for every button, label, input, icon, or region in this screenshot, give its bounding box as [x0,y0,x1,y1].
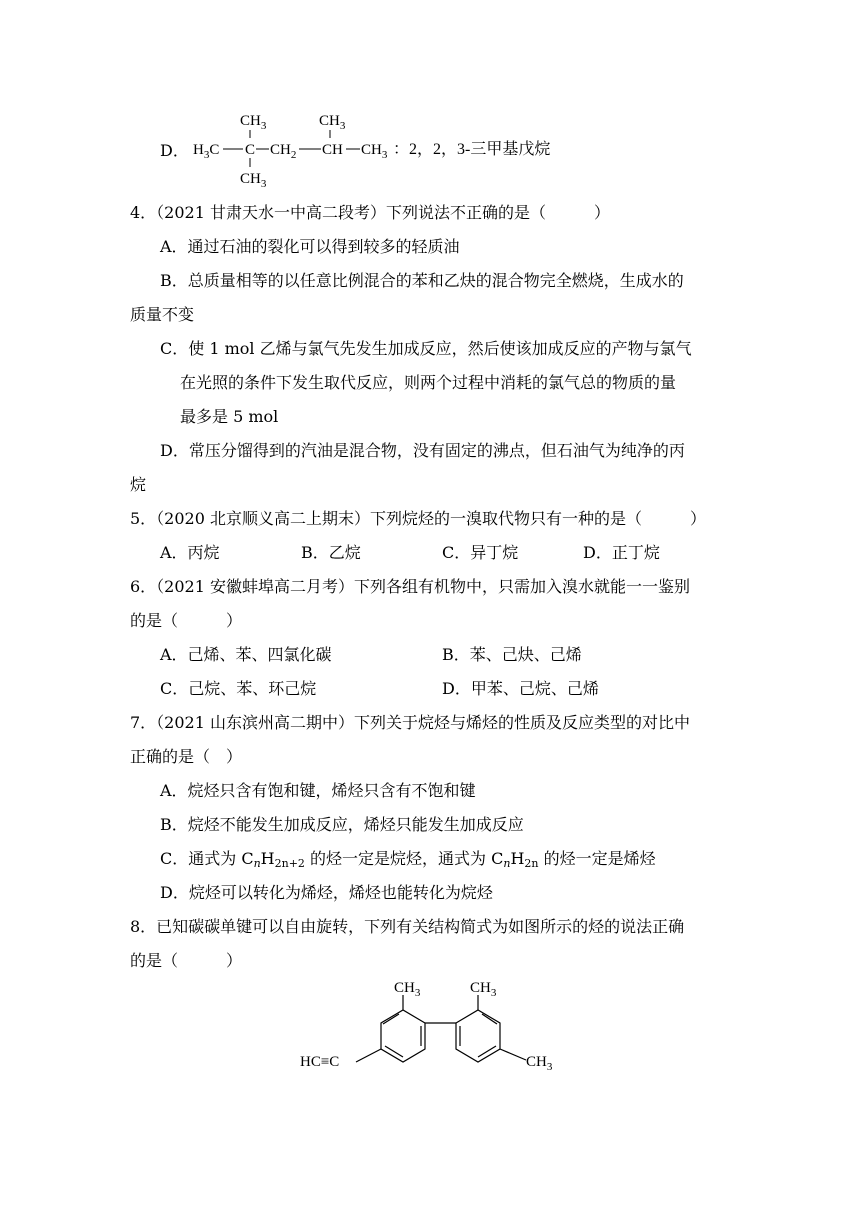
q7-c-sub-2n: 2n [524,857,539,870]
q5-option-d: D．正丁烷 [583,543,660,562]
q6-stem-line1: 6．（2021 安徽蚌埠高二月考）下列各组有机物中，只需加入溴水就能一一鉴别 [130,577,690,596]
q7-stem-line2: 正确的是（ ） [130,747,243,766]
q4-option-a: A．通过石油的裂化可以得到较多的轻质油 [160,237,460,256]
q7-c-mid3: H [510,849,525,868]
q8-stem-line1: 8．已知碳碳单键可以自由旋转，下列有关结构简式为如图所示的烃的说法正确 [130,917,685,936]
q5-stem: 5．（2020 北京顺义高二上期末）下列烷烃的一溴取代物只有一种的是（ ） [130,509,706,528]
q8-stem-line2: 的是（ ） [130,951,243,970]
q7-option-a: A．烷烃只含有饱和键，烯烃只含有不饱和键 [160,781,476,800]
q3-option-d-name: ：2，2，3-三甲基戊烷 [393,141,551,158]
q4-option-c-line2: 在光照的条件下发生取代反应，则两个过程中消耗的氯气总的物质的量 [180,373,677,392]
q3-structural-formula [185,105,785,195]
q7-c-post: 的烃一定是烯烃 [538,849,656,868]
q7-c-mid2: 的烃一定是烷烃，通式为 C [304,849,504,868]
q8-structural-formula [290,975,590,1095]
q4-option-b-line1: B．总质量相等的以任意比例混合的苯和乙炔的混合物完全燃烧，生成水的 [160,271,684,290]
q6-option-a: A．己烯、苯、四氯化碳 [160,645,332,664]
q8-rings [356,995,526,1062]
q4-option-b-line2: 质量不变 [130,305,195,324]
ch3-top-1: $CH_3$ [240,113,267,132]
q5-option-b: B．乙烷 [301,543,361,562]
q7-option-c [160,848,760,870]
main-chain-ch: CH [322,142,343,158]
q6-option-c: C．己烷、苯、环己烷 [160,679,317,698]
q7-c-sub-n2: n [503,857,511,870]
main-chain-h3c: $H_3C$ [193,142,220,161]
q6-stem-line2: 的是（ ） [130,611,243,630]
q6-option-b: B．苯、己炔、己烯 [442,645,582,664]
q3-option-d-label: D． [160,141,189,160]
q7-c-mid1: H [260,849,275,868]
ch3-top-2: $CH_3$ [319,113,346,132]
q7-option-b: B．烷烃不能发生加成反应，烯烃只能发生加成反应 [160,815,524,834]
q4-option-d-line2: 烷 [130,475,147,494]
q4-stem: 4．（2021 甘肃天水一中高二段考）下列说法不正确的是（ ） [130,203,610,222]
q8-ch3-ring: $CH_3$ [526,1054,553,1073]
q8-ch3-left: $CH_3$ [394,980,421,999]
q8-hc-triple-c: HC≡C [300,1054,340,1070]
q6-option-d: D．甲苯、己烷、己烯 [442,679,599,698]
q4-option-c-line3: 最多是 5 mol [180,407,279,426]
q7-c-sub-n1: n [253,857,261,870]
main-chain-c: C [245,142,256,158]
q7-stem-line1: 7．（2021 山东滨州高二期中）下列关于烷烃与烯烃的性质及反应类型的对比中 [130,713,690,732]
q7-option-d: D．烷烃可以转化为烯烃，烯烃也能转化为烷烃 [160,883,493,902]
q7-c-sub-2n2: 2n+2 [274,857,305,870]
q5-option-c: C．异丁烷 [442,543,519,562]
q4-option-d-line1: D．常压分馏得到的汽油是混合物，没有固定的沸点，但石油气为纯净的丙 [160,441,685,460]
ch3-bottom: $CH_3$ [240,171,267,190]
q8-ch3-right: $CH_3$ [470,980,497,999]
q5-option-a: A．丙烷 [160,543,220,562]
q7-c-pre: C．通式为 C [160,849,254,868]
main-chain-ch3-end: $CH_3$ [361,142,388,161]
main-chain-ch2: $CH_2$ [270,142,297,161]
q4-option-c-line1: C．使 1 mol 乙烯与氯气先发生加成反应，然后使该加成反应的产物与氯气 [160,339,692,358]
